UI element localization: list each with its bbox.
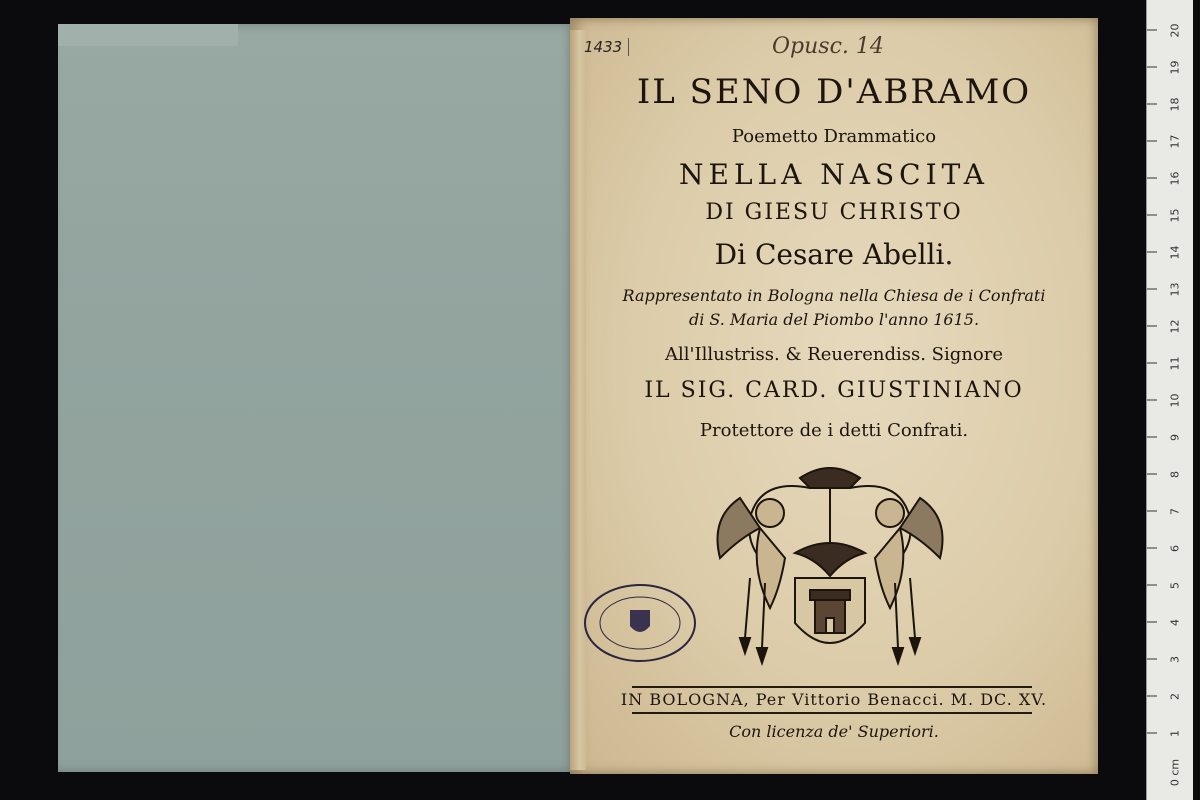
ruler-label: 6 (1168, 545, 1182, 552)
ruler-label: 16 (1168, 171, 1182, 186)
ruler-label: 13 (1168, 282, 1182, 297)
ruler-label: 3 (1168, 656, 1182, 663)
performance-line-2: di S. Maria del Piombo l'anno 1615. (688, 310, 980, 329)
ruler-label: 11 (1168, 356, 1182, 371)
ruler-unit-label: 0 cm (1168, 758, 1182, 787)
author-line: Di Cesare Abelli. (714, 238, 954, 271)
shelfmark-handwritten: Opusc. 14 (772, 34, 884, 59)
book-cover-left (58, 24, 576, 772)
ruler-label: 2 (1168, 693, 1182, 700)
inventory-number: 1433 (584, 38, 629, 56)
ruler-label: 7 (1168, 508, 1182, 515)
ruler-label: 20 (1168, 23, 1182, 38)
dedication-line-3: Protettore de i detti Confrati. (699, 420, 969, 441)
ruler-label: 9 (1168, 434, 1182, 441)
title-line-3: NELLA NASCITA (679, 158, 989, 191)
ruler-label: 18 (1168, 97, 1182, 112)
cover-fold (58, 24, 238, 46)
ruler-label: 14 (1168, 245, 1182, 260)
ruler-label: 5 (1168, 582, 1182, 589)
licenza-line: Con licenza de' Superiori. (729, 722, 939, 741)
library-stamp (582, 582, 698, 664)
dedication-line-1: All'Illustriss. & Reuerendiss. Signore (665, 344, 1003, 365)
ruler-label: 15 (1168, 208, 1182, 223)
subtitle: Poemetto Drammatico (731, 126, 937, 147)
ruler-label: 19 (1168, 60, 1182, 75)
title-line-4: DI GIESU CHRISTO (705, 200, 963, 225)
imprint-rule-top (632, 686, 1032, 688)
dedication-line-2: IL SIG. CARD. GIUSTINIANO (644, 378, 1024, 403)
ruler-label: 4 (1168, 619, 1182, 626)
title: IL SENO D'ABRAMO (636, 72, 1032, 112)
ruler-label: 8 (1168, 471, 1182, 478)
imprint-rule-bottom (632, 712, 1032, 714)
ruler-label: 10 (1168, 393, 1182, 408)
ruler-label: 1 (1168, 730, 1182, 737)
ruler-label: 17 (1168, 134, 1182, 149)
performance-line-1: Rappresentato in Bologna nella Chiesa de i Confrati (622, 286, 1046, 305)
imprint: IN BOLOGNA, Per Vittorio Benacci. M. DC. XV. (620, 690, 1048, 709)
ruler-label: 12 (1168, 319, 1182, 334)
coat-of-arms-woodcut (700, 458, 960, 678)
